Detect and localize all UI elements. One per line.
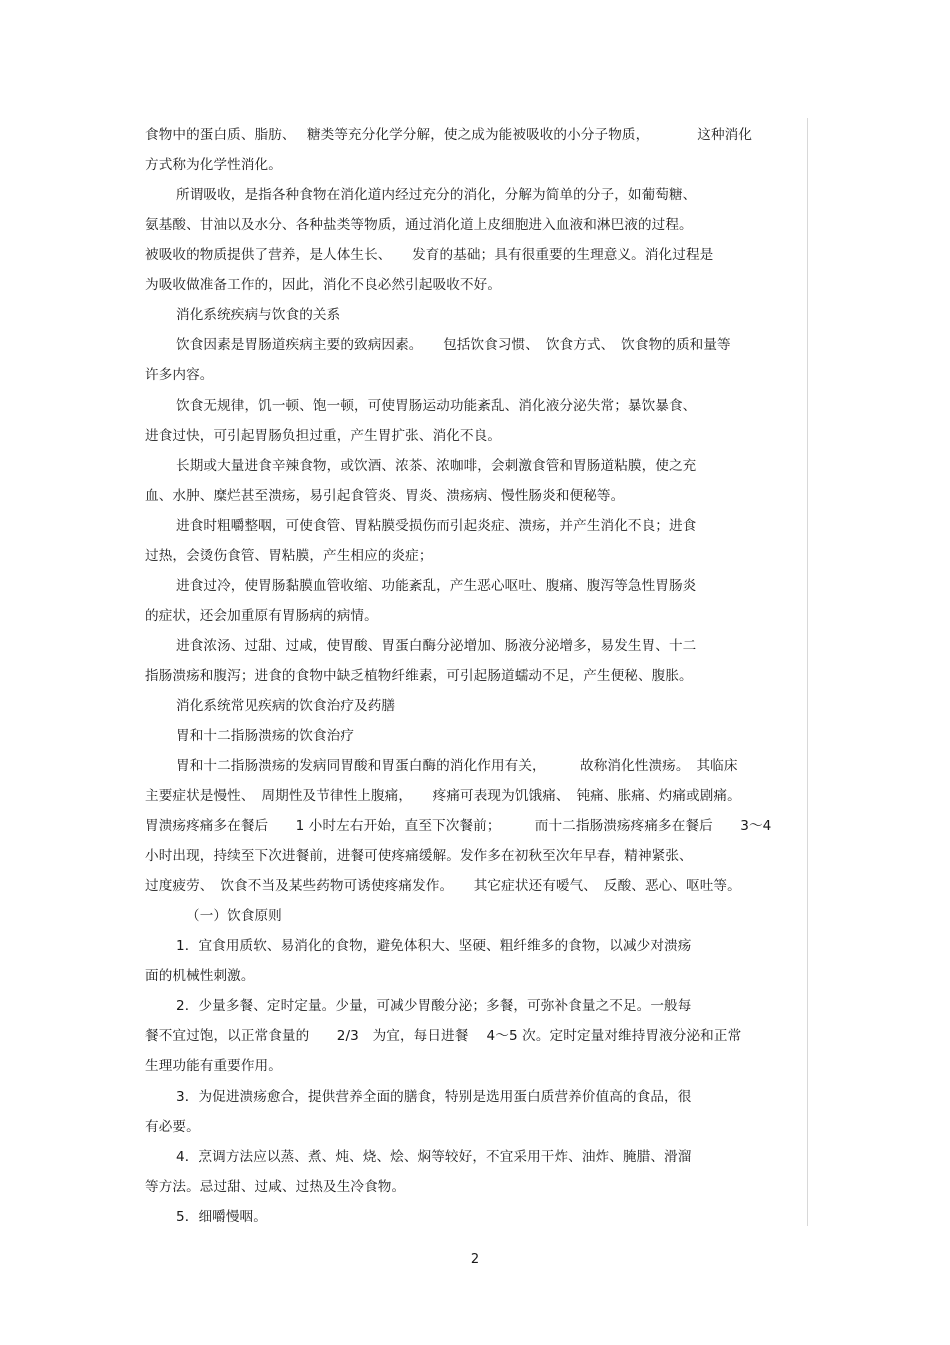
list-item: 5．细嚼慢咽。 (176, 1209, 267, 1225)
list-item: 4．烹调方法应以蒸、煮、炖、烧、烩、焖等较好，不宜采用干炸、油炸、腌腊、滑溜 (176, 1149, 692, 1165)
text-line: 进食过冷，使胃肠黏膜血管收缩、功能紊乱，产生恶心呕吐、腹痛、腹泻等急性胃肠炎 (176, 578, 697, 594)
section-heading: 胃和十二指肠溃疡的饮食治疗 (176, 728, 355, 744)
page-number: 2 (470, 1252, 480, 1267)
text-line: 许多内容。 (145, 367, 214, 383)
text-line: 生理功能有重要作用。 (145, 1058, 282, 1074)
text-line: 氨基酸、甘油以及水分、各种盐类等物质，通过消化道上皮细胞进入血液和淋巴液的过程。 (145, 217, 693, 233)
text-line: 饮食无规律，饥一顿、饱一顿，可使胃肠运动功能紊乱、消化液分泌失常；暴饮暴食、 (176, 398, 697, 414)
section-heading: 消化系统疾病与饮食的关系 (176, 307, 341, 323)
text-line: 小时出现，持续至下次进餐前，进餐可使疼痛缓解。发作多在初秋至次年早春，精神紧张、 (145, 848, 693, 864)
text-line: 长期或大量进食辛辣食物，或饮酒、浓茶、浓咖啡，会刺激食管和胃肠道粘膜，使之充 (176, 458, 697, 474)
text-line: 方式称为化学性消化。 (145, 157, 282, 173)
text-line: 被吸收的物质提供了营养，是人体生长、 发育的基础；具有很重要的生理意义。消化过程是 (145, 247, 714, 263)
text-line: 面的机械性刺激。 (145, 968, 255, 984)
text-line: 进食浓汤、过甜、过咸，使胃酸、胃蛋白酶分泌增加、肠液分泌增多，易发生胃、十二 (176, 638, 697, 654)
text-line: 饮食因素是胃肠道疾病主要的致病因素。 包括饮食习惯、 饮食方式、 饮食物的质和量等 (176, 337, 731, 353)
text-line: 有必要。 (145, 1119, 200, 1135)
text-line: 进食时粗嚼整咽，可使食管、胃粘膜受损伤而引起炎症、溃疡，并产生消化不良；进食 (176, 518, 697, 534)
text-line: 进食过快，可引起胃肠负担过重，产生胃扩张、消化不良。 (145, 428, 502, 444)
text-line: 等方法。忌过甜、过咸、过热及生冷食物。 (145, 1179, 406, 1195)
text-line: 过热，会烫伤食管、胃粘膜，产生相应的炎症； (145, 548, 433, 564)
text-line: 的症状，还会加重原有胃肠病的病情。 (145, 608, 378, 624)
text-line: 过度疲劳、 饮食不当及某些药物可诱使疼痛发作。 其它症状还有嗳气、 反酸、恶心、呕吐等。 (145, 878, 741, 894)
text-line: 指肠溃疡和腹泻；进食的食物中缺乏植物纤维素，可引起肠道蠕动不足，产生便秘、腹胀。 (145, 668, 693, 684)
text-line: 血、水肿、糜烂甚至溃疡，易引起食管炎、胃炎、溃疡病、慢性肠炎和便秘等。 (145, 488, 625, 504)
text-line: 为吸收做准备工作的，因此，消化不良必然引起吸收不好。 (145, 277, 502, 293)
list-item: 2．少量多餐、定时定量。少量，可减少胃酸分泌；多餐，可弥补食量之不足。一般每 (176, 998, 692, 1014)
text-line: 餐不宜过饱，以正常食量的 2/3 为宜，每日进餐 4～5 次。定时定量对维持胃液分泌和正常 (145, 1028, 742, 1044)
text-line: 胃和十二指肠溃疡的发病同胃酸和胃蛋白酶的消化作用有关， 故称消化性溃疡。 其临床 (176, 758, 738, 774)
text-line: 食物中的蛋白质、脂肪、 糖类等充分化学分解，使之成为能被吸收的小分子物质， 这种消化 (145, 127, 753, 143)
text-line: 主要症状是慢性、 周期性及节律性上腹痛， 疼痛可表现为饥饿痛、 钝痛、胀痛、灼痛或剧痛。 (145, 788, 741, 804)
text-line: 所谓吸收，是指各种食物在消化道内经过充分的消化，分解为简单的分子，如葡萄糖、 (176, 187, 697, 203)
section-heading: 消化系统常见疾病的饮食治疗及药膳 (176, 698, 396, 714)
text-line: 胃溃疡疼痛多在餐后 1 小时左右开始，直至下次餐前； 而十二指肠溃疡疼痛多在餐后 3～4 (145, 818, 772, 834)
list-item: 1．宜食用质软、易消化的食物，避免体积大、坚硬、粗纤维多的食物，以减少对溃疡 (176, 938, 692, 954)
section-heading: （一）饮食原则 (186, 908, 282, 924)
list-item: 3．为促进溃疡愈合，提供营养全面的膳食，特别是选用蛋白质营养价值高的食品，很 (176, 1089, 692, 1105)
